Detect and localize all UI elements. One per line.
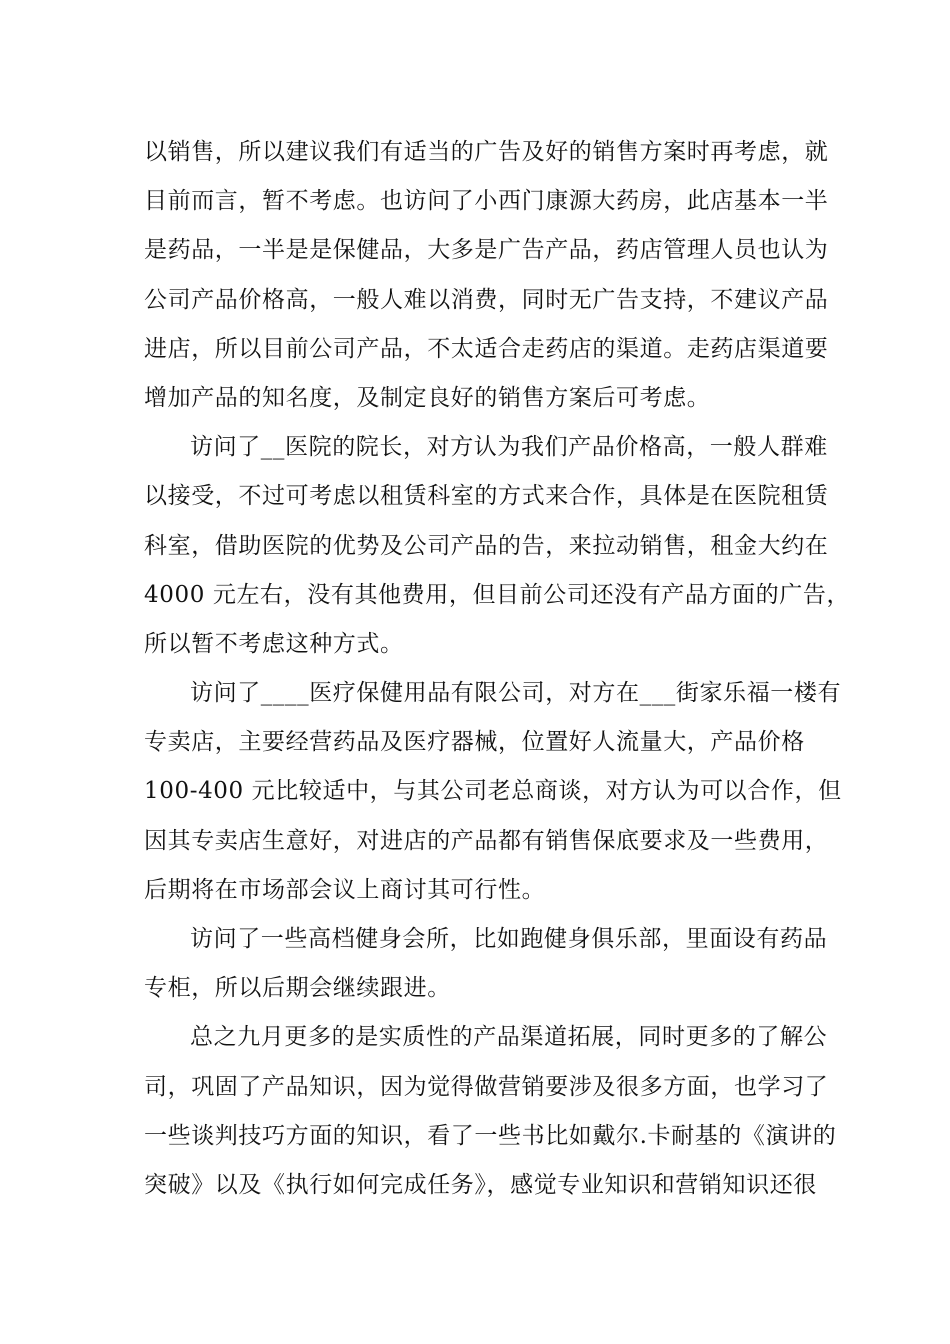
text-line: 4000 元左右，没有其他费用，但目前公司还没有产品方面的广告， bbox=[144, 581, 851, 608]
text-line: 增加产品的知名度，及制定良好的销售方案后可考虑。 bbox=[144, 384, 711, 411]
text-line: 目前而言，暂不考虑。也访问了小西门康源大药房，此店基本一半 bbox=[144, 188, 829, 215]
text-line: 一些谈判技巧方面的知识，看了一些书比如戴尔.卡耐基的《演讲的 bbox=[144, 1122, 837, 1149]
paragraph-start-line: 总之九月更多的是实质性的产品渠道拓展，同时更多的了解公 bbox=[190, 1024, 828, 1051]
text-line: 科室，借助医院的优势及公司产品的告，来拉动销售，租金大约在 bbox=[144, 532, 829, 559]
paragraph-start-line: 访问了____医疗保健用品有限公司，对方在___街家乐福一楼有 bbox=[190, 680, 842, 707]
text-line: 所以暂不考虑这种方式。 bbox=[144, 630, 404, 657]
text-line: 后期将在市场部会议上商讨其可行性。 bbox=[144, 876, 546, 903]
text-line: 突破》以及《执行如何完成任务》，感觉专业知识和营销知识还很 bbox=[144, 1171, 817, 1198]
text-line: 司，巩固了产品知识，因为觉得做营销要涉及很多方面，也学习了 bbox=[144, 1073, 829, 1100]
paragraph-start-line: 访问了一些高档健身会所，比如跑健身俱乐部，里面设有药品 bbox=[190, 926, 828, 952]
text-line: 是药品，一半是是保健品，大多是广告产品，药店管理人员也认为 bbox=[144, 237, 829, 264]
text-line: 公司产品价格高，一般人难以消费，同时无广告支持，不建议产品 bbox=[144, 286, 829, 313]
document-body bbox=[144, 128, 851, 1210]
paragraph-start-line: 访问了__医院的院长，对方认为我们产品价格高，一般人群难 bbox=[190, 434, 828, 461]
text-line: 进店，所以目前公司产品，不太适合走药店的渠道。走药店渠道要 bbox=[144, 335, 829, 362]
text-line: 100-400 元比较适中，与其公司老总商谈，对方认为可以合作，但 bbox=[144, 778, 842, 805]
text-line: 以接受，不过可考虑以租赁科室的方式来合作，具体是在医院租赁 bbox=[144, 483, 829, 510]
text-line: 因其专卖店生意好，对进店的产品都有销售保底要求及一些费用， bbox=[144, 827, 829, 854]
text-line: 专柜，所以后期会继续跟进。 bbox=[144, 975, 451, 1002]
text-line: 专卖店，主要经营药品及医疗器械，位置好人流量大，产品价格 bbox=[144, 729, 805, 756]
text-line: 以销售，所以建议我们有适当的广告及好的销售方案时再考虑，就 bbox=[144, 139, 829, 165]
